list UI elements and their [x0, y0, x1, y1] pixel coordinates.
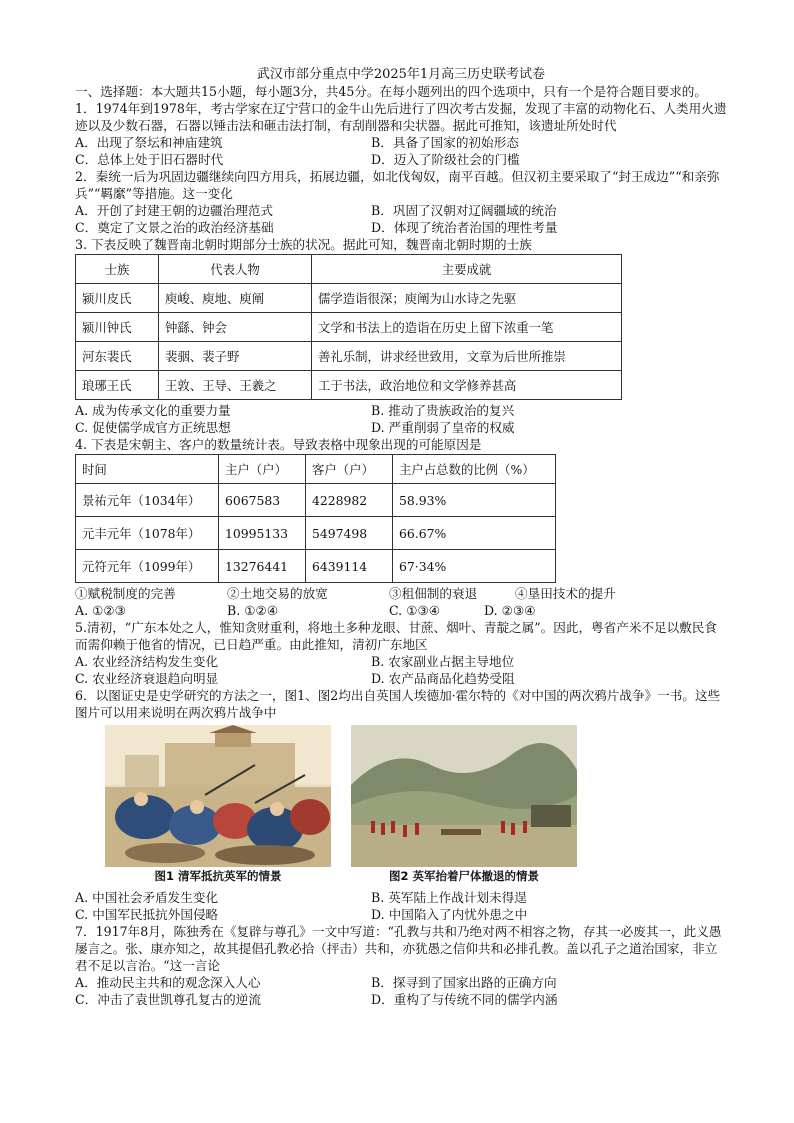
q1-options-row1 [75, 134, 727, 151]
q4-item: ①赋税制度的完善 [75, 586, 176, 601]
table-cell: 庾峻、庾地、庾阐 [159, 284, 312, 313]
table-cell: 工于书法，政治地位和文学修养甚高 [312, 371, 622, 400]
q3-stem: 3. 下表反映了魏晋南北朝时期部分士族的状况。据此可知，魏晋南北朝时期的士族 [75, 237, 532, 252]
table-header-cell: 主户占总数的比例（%） [393, 455, 556, 484]
table-header-row [76, 455, 556, 484]
q4-option-d[interactable]: D. ②③④ [484, 603, 536, 618]
q5-options-row1 [75, 653, 727, 670]
table-cell: 66.67% [393, 517, 556, 550]
table-cell: 儒学造诣很深；庾阐为山水诗之先驱 [312, 284, 622, 313]
table-cell: 颍川钟氏 [76, 313, 159, 342]
q2-option-c[interactable]: C．奠定了文景之治的政治经济基础 [75, 220, 274, 235]
section-instructions: 一、选择题：本大题共15小题，每小题3分，共45分。在每小题列出的四个选项中，只有一个是符合题目要求的。 [75, 84, 707, 99]
q3-options-row1 [75, 402, 727, 419]
q6-stem: 6．以图证史是史学研究的方法之一，图1、图2均出自英国人埃德加·霍尔特的《对中国的两次鸦片战争》一书。这些图片可以用来说明在两次鸦片战争中 [75, 688, 721, 720]
table-cell: 67·34% [393, 550, 556, 583]
table-row [76, 284, 622, 313]
q7-option-d[interactable]: D．重构了与传统不同的儒学内涵 [371, 992, 558, 1007]
table-header-cell: 客户（户） [306, 455, 393, 484]
table-cell: 6067583 [219, 484, 306, 517]
q6-options-row1 [75, 889, 727, 906]
table-row [76, 517, 556, 550]
table-cell: 河东裴氏 [76, 342, 159, 371]
q4-item: ③租佃制的衰退 [389, 586, 478, 601]
figure-2-caption: 图2 英军抬着尸体撤退的情景 [388, 869, 539, 883]
table-cell: 文学和书法上的造诣在历史上留下浓重一笔 [312, 313, 622, 342]
table-cell: 13276441 [219, 550, 306, 583]
q6-figures [105, 725, 727, 885]
q4-item: ④垦田技术的提升 [515, 586, 616, 601]
q3-option-d[interactable]: D. 严重削弱了皇帝的权威 [371, 420, 515, 435]
table-cell: 王敦、王导、王羲之 [159, 371, 312, 400]
table-cell: 善礼乐制，讲求经世致用，文章为后世所推崇 [312, 342, 622, 371]
q7-option-c[interactable]: C．冲击了袁世凯尊孔复古的逆流 [75, 992, 261, 1007]
table-header-cell: 代表人物 [159, 255, 312, 284]
q4-table [75, 454, 556, 583]
table-row [76, 550, 556, 583]
table-cell: 琅琊王氏 [76, 371, 159, 400]
q6-option-a[interactable]: A. 中国社会矛盾发生变化 [75, 890, 219, 905]
q5-options-row2 [75, 670, 727, 687]
q7-option-b[interactable]: B．探寻到了国家出路的正确方向 [371, 975, 557, 990]
table-header-row [76, 255, 622, 284]
exam-page [75, 64, 727, 1008]
q2-option-a[interactable]: A．开创了封建王朝的边疆治理范式 [75, 203, 274, 218]
q7-stem: 7．1917年8月，陈独秀在《复辟与尊孔》一文中写道：“孔教与共和乃绝对两不相容之物，存其一必废其一，此义愚屡言之。张、康亦知之，故其提倡孔教必拾（抨击）共和，亦犹愚之信仰共和必排孔教。盖以孔子之道治国家，非立君不足以言治。“这一言论 [75, 924, 722, 973]
q7-option-a[interactable]: A．推动民主共和的观念深入人心 [75, 975, 261, 990]
table-row [76, 484, 556, 517]
table-header-cell: 士族 [76, 255, 159, 284]
q2-options-row2 [75, 219, 727, 236]
table-cell: 58.93% [393, 484, 556, 517]
exam-title: 武汉市部分重点中学2025年1月高三历史联考试卷 [256, 67, 546, 82]
table-cell: 4228982 [306, 484, 393, 517]
q7-options-row1 [75, 974, 727, 991]
q4-items [75, 585, 727, 602]
q5-option-b[interactable]: B. 农家副业占据主导地位 [371, 654, 515, 669]
q1-option-d[interactable]: D．迈入了阶级社会的门槛 [371, 152, 520, 167]
q1-stem: 1．1974年到1978年，考古学家在辽宁营口的金牛山先后进行了四次考古发掘，发现了丰富的动物化石、人类用火遗迹以及少数石器，石器以锤击法和砸击法打制，有刮削器和尖状器。据此可推知，该遗址所处时代 [75, 101, 727, 133]
q4-option-c[interactable]: C. ①③④ [389, 603, 441, 618]
q3-option-b[interactable]: B. 推动了贵族政治的复兴 [371, 403, 515, 418]
table-row [76, 371, 622, 400]
q4-option-a[interactable]: A. ①②③ [75, 603, 126, 618]
retreat-painting-image [351, 725, 577, 867]
q2-option-d[interactable]: D．体现了统治者治国的理性考量 [371, 220, 558, 235]
table-cell: 元符元年（1099年） [76, 550, 219, 583]
figure-2 [351, 725, 577, 885]
table-cell: 6439114 [306, 550, 393, 583]
q7-options-row2 [75, 991, 727, 1008]
table-cell: 10995133 [219, 517, 306, 550]
q3-option-a[interactable]: A. 成为传承文化的重要力量 [75, 403, 231, 418]
table-row [76, 313, 622, 342]
q1-option-b[interactable]: B．具备了国家的初始形态 [371, 135, 519, 150]
table-row [76, 342, 622, 371]
battle-painting-image [105, 725, 331, 867]
figure-1-caption: 图1 清军抵抗英军的情景 [154, 869, 282, 883]
table-header-cell: 主户（户） [219, 455, 306, 484]
q4-stem: 4. 下表是宋朝主、客户的数量统计表。导致表格中现象出现的可能原因是 [75, 437, 482, 452]
q2-options-row1 [75, 202, 727, 219]
table-cell: 元丰元年（1078年） [76, 517, 219, 550]
table-cell: 颍川皮氏 [76, 284, 159, 313]
q2-option-b[interactable]: B．巩固了汉朝对辽阔疆域的统治 [371, 203, 557, 218]
q5-option-d[interactable]: D. 农产品商品化趋势受阻 [371, 671, 515, 686]
table-cell: 裴骃、裴子野 [159, 342, 312, 371]
q6-option-c[interactable]: C. 中国军民抵抗外国侵略 [75, 907, 219, 922]
q5-stem: 5.清初，“广东本处之人，惟知贪财重利，将地土多种龙眼、甘蔗、烟叶、青靛之属”。因此，粤省产米不足以敷民食而需仰赖于他省的情况，已日趋严重。由此推知，清初广东地区 [75, 620, 717, 652]
figure-1 [105, 725, 331, 885]
q1-option-c[interactable]: C．总体上处于旧石器时代 [75, 152, 224, 167]
table-header-cell: 主要成就 [312, 255, 622, 284]
table-header-cell: 时间 [76, 455, 219, 484]
q4-options [75, 602, 727, 619]
q3-table [75, 254, 622, 400]
table-cell: 景祐元年（1034年） [76, 484, 219, 517]
q5-option-c[interactable]: C. 农业经济衰退趋向明显 [75, 671, 219, 686]
q3-options-row2 [75, 419, 727, 436]
q6-options-row2 [75, 906, 727, 923]
q5-option-a[interactable]: A. 农业经济结构发生变化 [75, 654, 219, 669]
q4-option-b[interactable]: B. ①②④ [227, 603, 279, 618]
q6-option-b[interactable]: B. 英军陆上作战计划未得逞 [371, 890, 527, 905]
q1-options-row2 [75, 151, 727, 168]
q1-option-a[interactable]: A．出现了祭坛和神庙建筑 [75, 135, 223, 150]
q6-option-d[interactable]: D. 中国陷入了内忧外患之中 [371, 907, 528, 922]
q2-stem: 2．秦统一后为巩固边疆继续向四方用兵，拓展边疆，如北伐匈奴，南平百越。但汉初主要采取了“封王成边”“和亲弥兵”“羁縻”等措施。这一变化 [75, 169, 720, 201]
table-cell: 5497498 [306, 517, 393, 550]
q4-item: ②土地交易的放宽 [227, 586, 328, 601]
table-cell: 钟繇、钟会 [159, 313, 312, 342]
q3-option-c[interactable]: C. 促使儒学成官方正统思想 [75, 420, 231, 435]
